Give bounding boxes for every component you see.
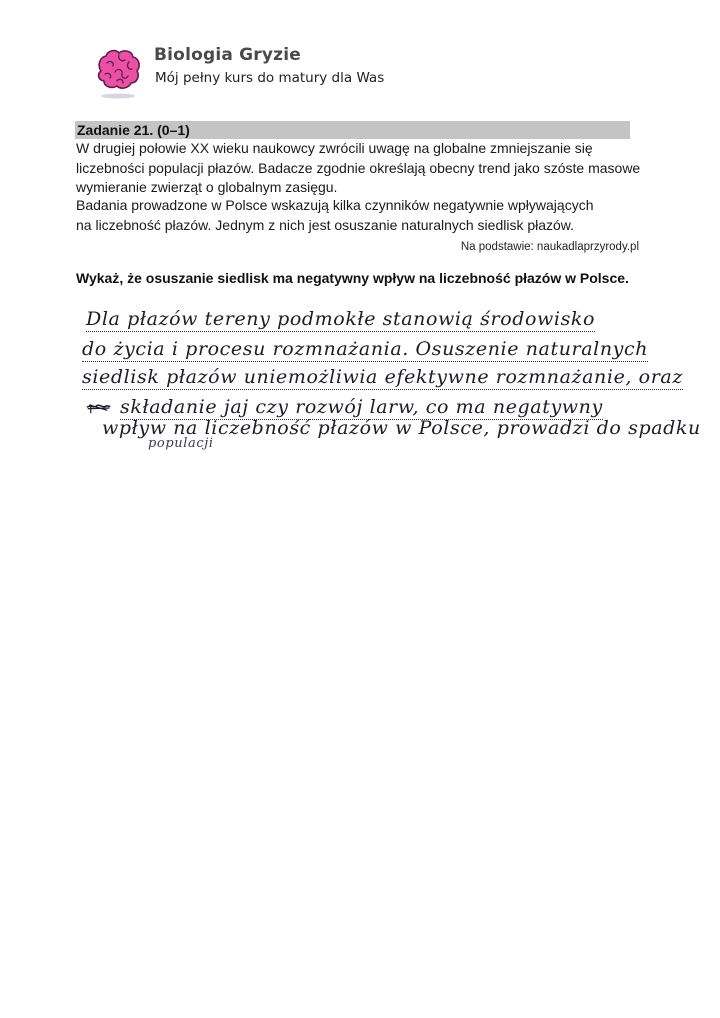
answer-text: Dla płazów tereny podmokłe stanowią środowisko	[86, 308, 596, 330]
answer-line	[82, 338, 648, 360]
task-title: Zadanie 21. (0–1)	[77, 122, 190, 138]
scribble-strikeout-icon	[82, 402, 116, 414]
source-citation: Na podstawie: naukadlaprzyrody.pl	[460, 241, 639, 253]
context-line: na liczebność płazów. Jednym z nich jest osuszanie naturalnych siedlisk płazów.	[76, 216, 575, 233]
intro-line: W drugiej połowie XX wieku naukowcy zwrócili uwagę na globalne zmniejszanie się	[76, 140, 593, 156]
answer-line	[82, 366, 683, 388]
answer-text: siedlisk płazów uniemożliwia efektywne rozmnażanie, oraz	[82, 366, 683, 388]
answer-text: składanie jaj czy rozwój larw, co ma negatywny	[120, 396, 603, 418]
answer-line	[82, 396, 603, 418]
brand-subtitle: Mój pełny kurs do matury dla Was	[155, 70, 385, 86]
answer-text: do życia i procesu rozmnażania. Osuszenie naturalnych	[82, 338, 649, 360]
task-command: Wykaż, że osuszanie siedlisk ma negatywny wpływ na liczebność płazów w Polsce.	[76, 270, 629, 286]
context-line: Badania prowadzone w Polsce wskazują kilka czynników negatywnie wpływających	[76, 197, 594, 213]
answer-line	[148, 436, 214, 451]
answer-line	[86, 308, 595, 330]
answer-text: wpływ na liczebność płazów w Polsce, prowadzi do spadku	[102, 417, 701, 439]
brain-icon	[93, 45, 143, 100]
brand-title: Biologia Gryzie	[154, 45, 302, 65]
context-paragraph	[76, 196, 593, 235]
intro-line: liczebności populacji płazów. Badacze zgodnie określają obecny trend jako szóste masowe	[76, 159, 641, 176]
intro-line: wymieranie zwierząt o globalnym zasięgu.	[76, 179, 338, 195]
answer-text: populacji	[148, 436, 214, 451]
intro-paragraph	[76, 139, 640, 198]
